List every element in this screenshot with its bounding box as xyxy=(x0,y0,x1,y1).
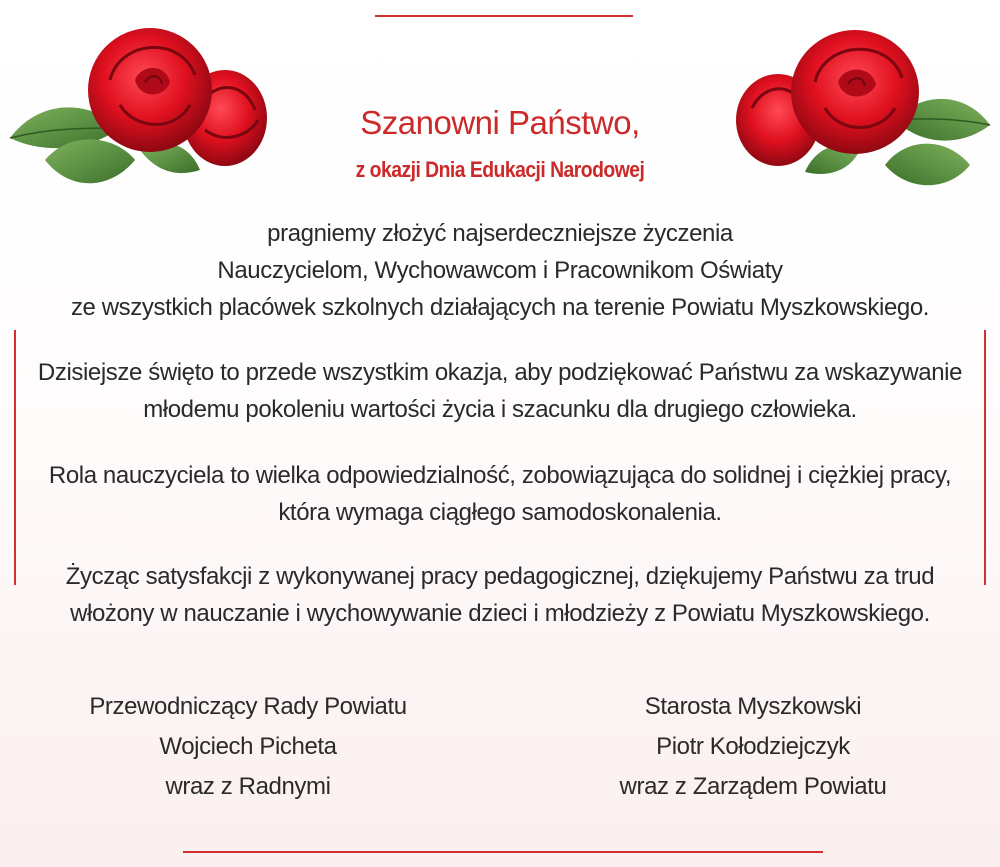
greeting-title: Szanowni Państwo, xyxy=(360,104,640,141)
signature-name: Piotr Kołodziejczyk xyxy=(656,733,850,760)
signature-starosta xyxy=(543,687,963,807)
intro-line: ze wszystkich placówek szkolnych działających na terenie Powiatu Myszkowskiego. xyxy=(70,294,930,321)
signature-role: Starosta Myszkowski xyxy=(644,693,862,720)
occasion-subtitle: z okazji Dnia Edukacji Narodowej xyxy=(355,157,645,182)
paragraph-line: młodemu pokoleniu wartości życia i szacunku dla drugiego człowieka. xyxy=(143,396,857,423)
top-divider xyxy=(375,15,633,17)
paragraph-line: Rola nauczyciela to wielka odpowiedzialność, zobowiązująca do solidnej i ciężkiej pracy, xyxy=(48,462,952,489)
paragraph-line: która wymaga ciągłego samodoskonalenia. xyxy=(278,499,722,526)
bottom-divider xyxy=(183,851,823,853)
signature-with: wraz z Zarządem Powiatu xyxy=(619,773,887,800)
paragraph-wishes xyxy=(0,558,1000,632)
signature-council-chair xyxy=(38,687,458,807)
paragraph-thanks xyxy=(0,354,1000,428)
intro-paragraph xyxy=(0,215,1000,326)
paragraph-teacher-role xyxy=(0,457,1000,531)
paragraph-line: Życząc satysfakcji z wykonywanej pracy pedagogicznej, dziękujemy Państwu za trud xyxy=(65,563,935,590)
signature-with: wraz z Radnymi xyxy=(165,773,331,800)
paragraph-line: włożony w nauczanie i wychowywanie dzieci i młodzieży z Powiatu Myszkowskiego. xyxy=(70,600,930,627)
intro-line: Nauczycielom, Wychowawcom i Pracownikom Oświaty xyxy=(217,257,783,284)
signature-name: Wojciech Picheta xyxy=(159,733,337,760)
paragraph-line: Dzisiejsze święto to przede wszystkim okazja, aby podziękować Państwu za wskazywanie xyxy=(37,359,963,386)
intro-line: pragniemy złożyć najserdeczniejsze życzenia xyxy=(267,220,733,247)
signature-role: Przewodniczący Rady Powiatu xyxy=(89,693,407,720)
